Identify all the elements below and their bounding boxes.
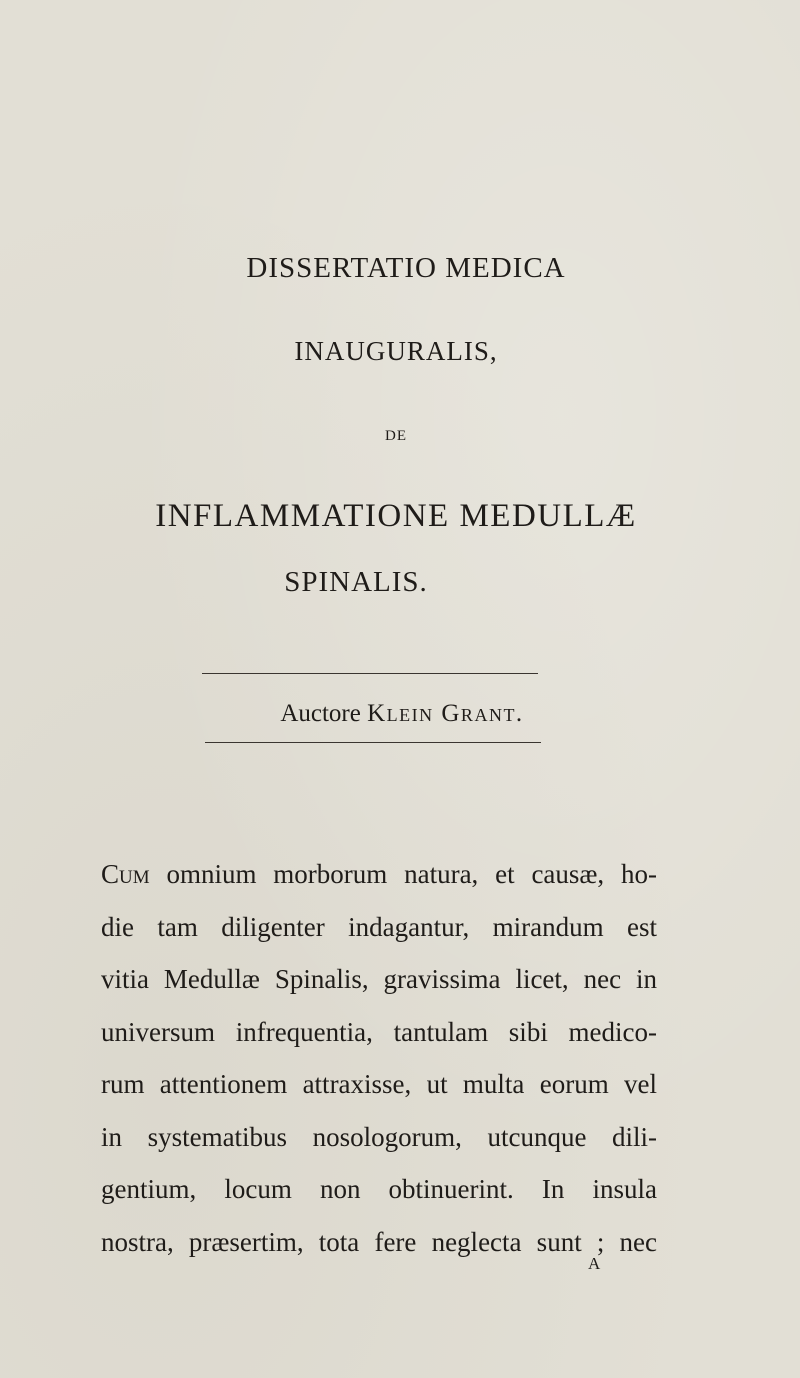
rule-below-author (205, 742, 541, 743)
rule-above-author (202, 673, 538, 674)
body-line-3: vitia Medullæ Spinalis, gravissima licet, nec in (101, 964, 657, 994)
title-line-de: DE (385, 428, 407, 444)
body-line-1 (101, 848, 657, 901)
title-line-dissertatio: DISSERTATIO MEDICA (246, 252, 566, 284)
body-paragraph (101, 848, 657, 1268)
title-line-spinalis: SPINALIS. (284, 566, 428, 598)
first-word: Cum (101, 859, 150, 889)
author-line (2, 700, 800, 728)
body-line-8: nostra, præsertim, tota fere neglecta sunt ; nec (101, 1226, 657, 1257)
body-line-1-text: omnium morborum natura, et causæ, ho- (149, 859, 657, 889)
body-line-7: gentium, locum non obtinuerint. In insula (101, 1174, 657, 1204)
body-line-6: in systematibus nosologorum, utcunque dili- (101, 1121, 657, 1152)
author-name: Klein Grant. (367, 700, 524, 727)
signature-mark: A (588, 1254, 601, 1273)
body-line-4: universum infrequentia, tantulam sibi medico- (101, 1016, 657, 1047)
title-line-inflammatione: INFLAMMATIONE MEDULLÆ (155, 498, 637, 534)
body-line-2: die tam diligenter indagantur, mirandum est (101, 911, 657, 942)
author-prefix: Auctore (280, 700, 361, 727)
title-line-inauguralis: INAUGURALIS, (294, 336, 498, 366)
body-line-5: rum attentionem attraxisse, ut multa eorum vel (101, 1069, 657, 1099)
